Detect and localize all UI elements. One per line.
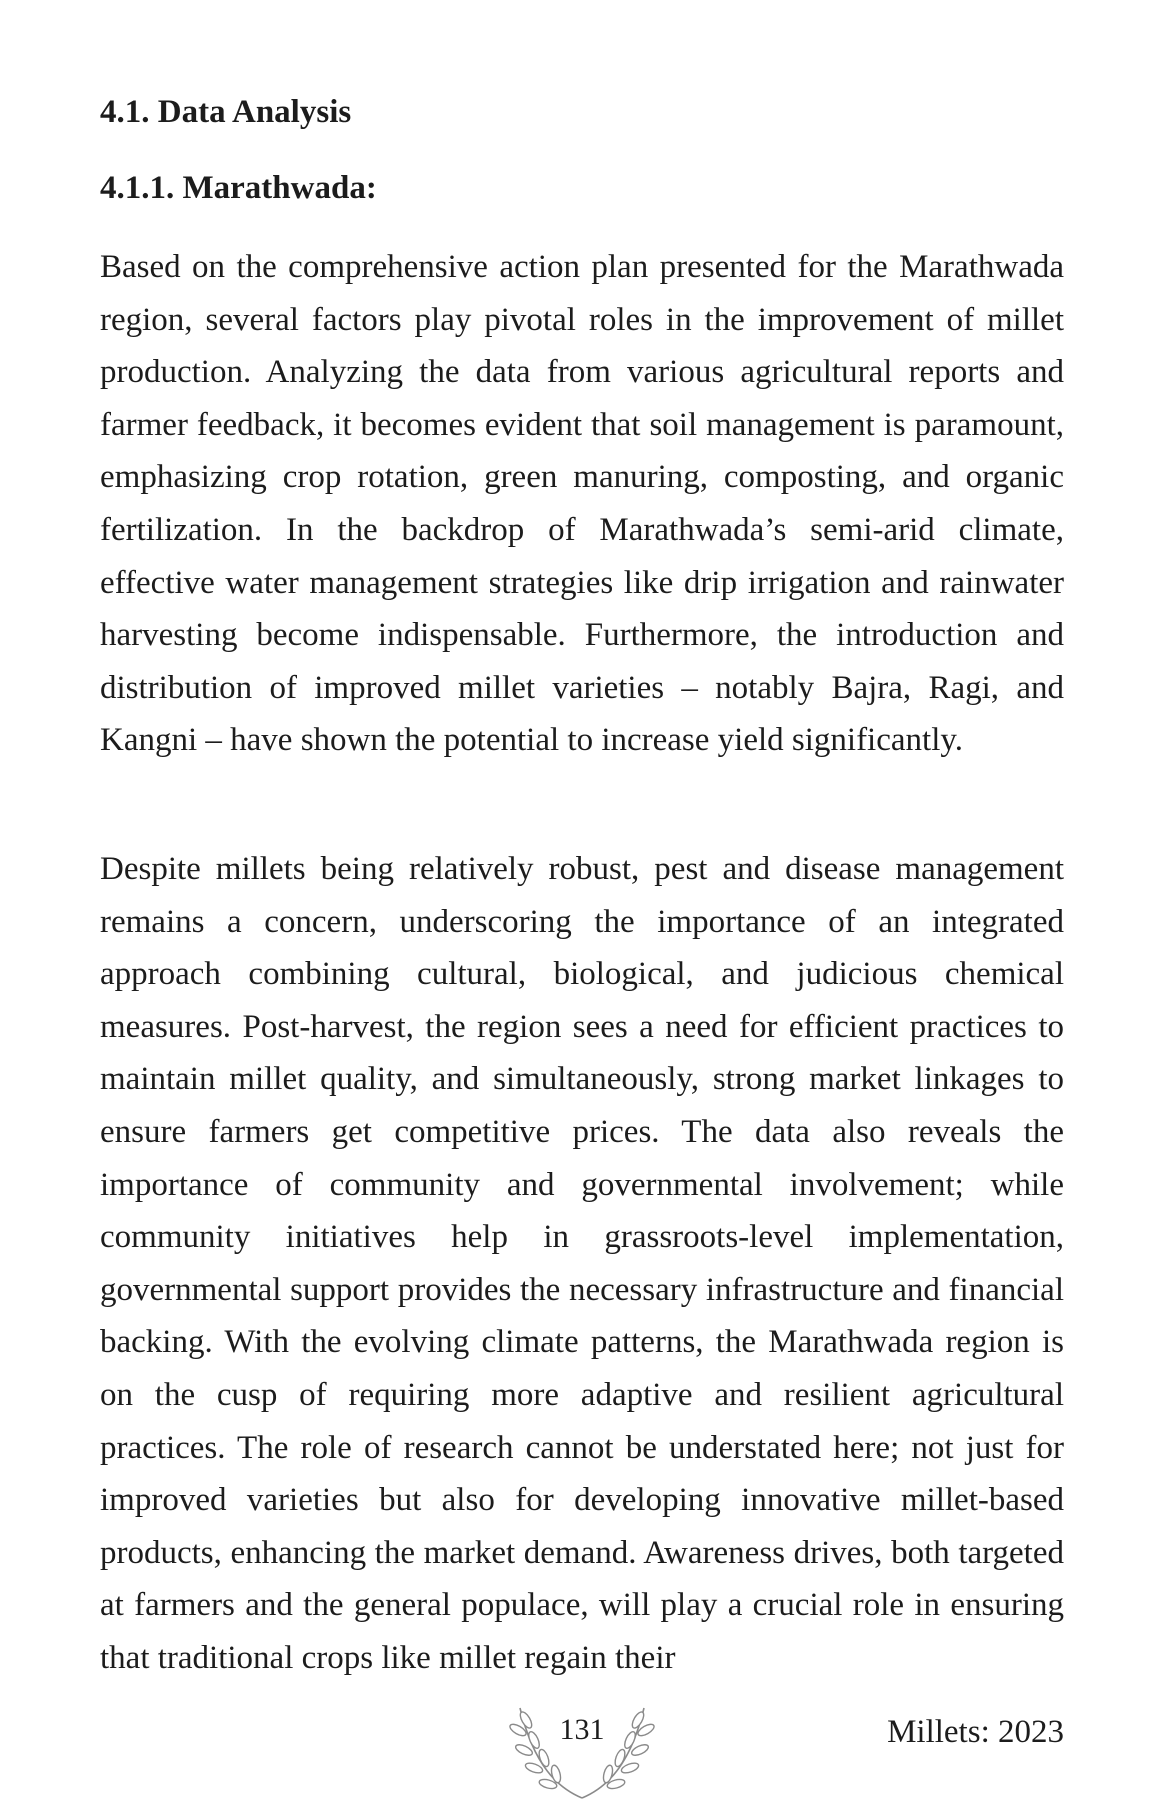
subsection-heading: 4.1.1. Marathwada: [100,170,377,206]
body-paragraph: Based on the comprehensive action plan presented for the Marathwada region, several factors play pivotal roles in the improvement of millet production. Analyzing the data from various agricultural reports and farmer feedback, it becomes evident that soil management is paramount, emphasizing crop rotation, green manuring, composting, and organic fertilization. In the backdrop of Marathwada’s semi-arid climate, effective water management strategies like drip irrigation and rainwater harvesting become indispensable. Furthermore, the introduction and distribution of improved millet varieties – notably Bajra, Ragi, and Kangni – have shown the potential to increase yield significantly. [100,249,1064,759]
page-number: 131 [559,1713,605,1746]
running-footer-title: Millets: 2023 [887,1714,1064,1750]
document-page [100,0,1064,1800]
page-footer [100,1700,1064,1800]
section-heading: 4.1. Data Analysis [100,94,352,130]
body-paragraph: Despite millets being relatively robust, pest and disease management remains a concern, underscoring the importance of an integrated approach combining cultural, biological, and judicious chemical measures. Post-harvest, the region sees a need for efficient practices to maintain millet quality, and simultaneously, strong market linkages to ensure farmers get competitive prices. The data also reveals the importance of community and governmental involvement; while community initiatives help in grassroots-level implementation, governmental support provides the necessary infrastructure and financial backing. With the evolving climate patterns, the Marathwada region is on the cusp of requiring more adaptive and resilient agricultural practices. The role of research cannot be understated here; not just for improved varieties but also for developing innovative millet-based products, enhancing the market demand. Awareness drives, both targeted at farmers and the general populace, will play a crucial role in ensuring that traditional crops like millet regain their [100,851,1064,1676]
